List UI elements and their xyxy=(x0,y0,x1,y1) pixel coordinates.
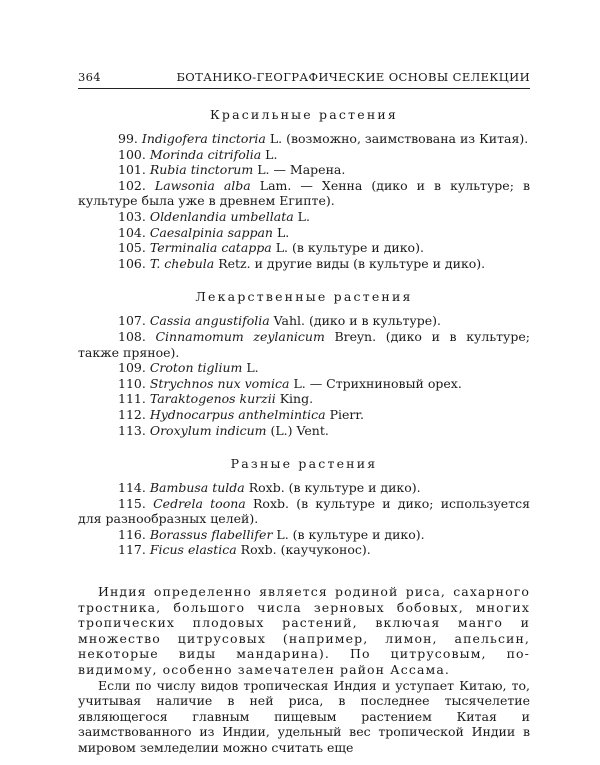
running-header xyxy=(78,70,530,89)
plant-entry xyxy=(78,256,530,272)
entry-number: 115. xyxy=(118,495,146,511)
plant-entry xyxy=(78,376,530,392)
species-name: Taraktogenos kurzii xyxy=(149,391,276,407)
species-name: Strychnos nux vomica xyxy=(149,375,290,391)
plant-entry xyxy=(78,496,530,527)
species-name: Rubia tinctorum xyxy=(149,162,254,178)
body-paragraph-1: Индия определенно является родиной риса, сахарного тростника, большого числа зерновых бобовых, многих тропических плодовых растений, включая манго и множество цитрусовых (например, лимон, апельсин, некоторые виды мандарина). По цитрусовым, по-видимому, особенно замечателен район Ассама. xyxy=(78,584,530,678)
plant-entry xyxy=(78,527,530,543)
entry-number: 99. xyxy=(118,131,138,146)
entry-details: L. xyxy=(261,146,278,162)
plant-lists xyxy=(78,107,530,558)
plant-entry xyxy=(78,329,530,360)
species-name: Croton tiglium xyxy=(149,360,243,376)
entry-details: King. xyxy=(275,391,314,407)
species-name: Hydnocarpus anthelmintica xyxy=(149,406,326,422)
entry-details: Roxb. (каучуконос). xyxy=(236,542,371,558)
species-name: Morinda citrifolia xyxy=(149,146,262,162)
entry-number: 111. xyxy=(118,391,146,407)
section-title: Разные растения xyxy=(230,456,378,472)
entry-details: L. xyxy=(272,224,290,240)
entry-number: 116. xyxy=(118,526,146,542)
plant-entry xyxy=(78,209,530,225)
plant-list xyxy=(78,480,530,558)
entry-number: 114. xyxy=(118,480,146,496)
species-name: Cinnamomum zeylanicum xyxy=(155,328,325,344)
body-paragraph-2: Если по числу видов тропическая Индия и уступает Китаю, то, учитывая наличие в ней риса, в последнее тысячелетие являющегося главным пищевым растением Китая и заимствованного из Индии, удельный вес тропической Индии в мировом земледелии можно считать еще xyxy=(78,677,530,755)
entry-details: Vahl. (дико и в культуре). xyxy=(269,313,441,329)
entry-number: 101. xyxy=(118,162,146,178)
entry-number: 117. xyxy=(118,542,146,558)
plant-entry xyxy=(78,147,530,163)
species-name: Caesalpinia sappan xyxy=(149,224,273,240)
entry-number: 100. xyxy=(118,146,146,162)
entry-number: 107. xyxy=(118,313,146,329)
plant-entry xyxy=(78,178,530,209)
species-name: Ficus elastica xyxy=(149,542,237,558)
plant-entry xyxy=(78,360,530,376)
plant-entry xyxy=(78,407,530,423)
section-title: Лекарственные растения xyxy=(195,289,413,305)
entry-details: Roxb. (в культуре и дико). xyxy=(244,480,421,496)
species-name: Lawsonia alba xyxy=(154,177,251,193)
species-name: Borassus flabellifer xyxy=(149,526,273,542)
species-name: Bambusa tulda xyxy=(149,480,245,496)
plant-list xyxy=(78,131,530,271)
species-name: T. chebula xyxy=(149,255,215,271)
plant-entry xyxy=(78,162,530,178)
book-page xyxy=(78,70,530,756)
section-title: Красильные растения xyxy=(210,107,398,122)
entry-details: L. — Стрихниновый орех. xyxy=(289,375,462,391)
entry-number: 102. xyxy=(118,177,146,193)
entry-number: 106. xyxy=(118,255,146,271)
entry-number: 105. xyxy=(118,240,146,256)
species-name: Terminalia catappa xyxy=(149,240,272,256)
entry-details: Breyn. (дико и в культуре; также пряное). xyxy=(78,328,530,360)
species-name: Cedrela toona xyxy=(153,495,246,511)
species-name: Oldenlandia umbellata xyxy=(149,208,294,224)
entry-details: L. (в культуре и дико). xyxy=(271,240,424,256)
plant-entry xyxy=(78,542,530,558)
plant-entry xyxy=(78,313,530,329)
entry-details: L. xyxy=(293,208,310,224)
species-name: Oroxylum indicum xyxy=(149,422,267,438)
running-title: БОТАНИКО-ГЕОГРАФИЧЕСКИЕ ОСНОВЫ СЕЛЕКЦИИ xyxy=(176,70,530,84)
plant-entry xyxy=(78,131,530,147)
entry-details: Retz. и другие виды (в культуре и дико). xyxy=(214,255,486,271)
entry-details: (L.) Vent. xyxy=(266,422,329,438)
plant-entry xyxy=(78,423,530,439)
entry-number: 110. xyxy=(118,375,146,391)
plant-list xyxy=(78,313,530,438)
entry-details: Roxb. (в культуре и дико; используется для разнообразных целей). xyxy=(78,495,530,527)
entry-number: 112. xyxy=(118,406,146,422)
page-number: 364 xyxy=(78,70,101,84)
entry-details: Lam. — Хенна (дико и в культуре; в культуре была уже в древнем Египте). xyxy=(78,177,530,209)
plant-entry xyxy=(78,240,530,256)
entry-number: 108. xyxy=(118,328,146,344)
entry-number: 103. xyxy=(118,208,146,224)
entry-details: L. xyxy=(242,360,259,376)
entry-number: 109. xyxy=(118,360,146,376)
plant-entry xyxy=(78,391,530,407)
plant-entry xyxy=(78,225,530,241)
species-name: Cassia angustifolia xyxy=(149,313,270,329)
entry-details: L. — Марена. xyxy=(253,162,346,178)
entry-number: 113. xyxy=(118,422,146,438)
entry-details: L. (в культуре и дико). xyxy=(272,526,425,542)
species-name: Indigofera tinctoria xyxy=(141,131,266,146)
entry-details: Pierr. xyxy=(325,406,364,422)
entry-details: L. (возможно, заимствована из Китая). xyxy=(265,131,529,146)
plant-entry xyxy=(78,480,530,496)
entry-number: 104. xyxy=(118,224,146,240)
